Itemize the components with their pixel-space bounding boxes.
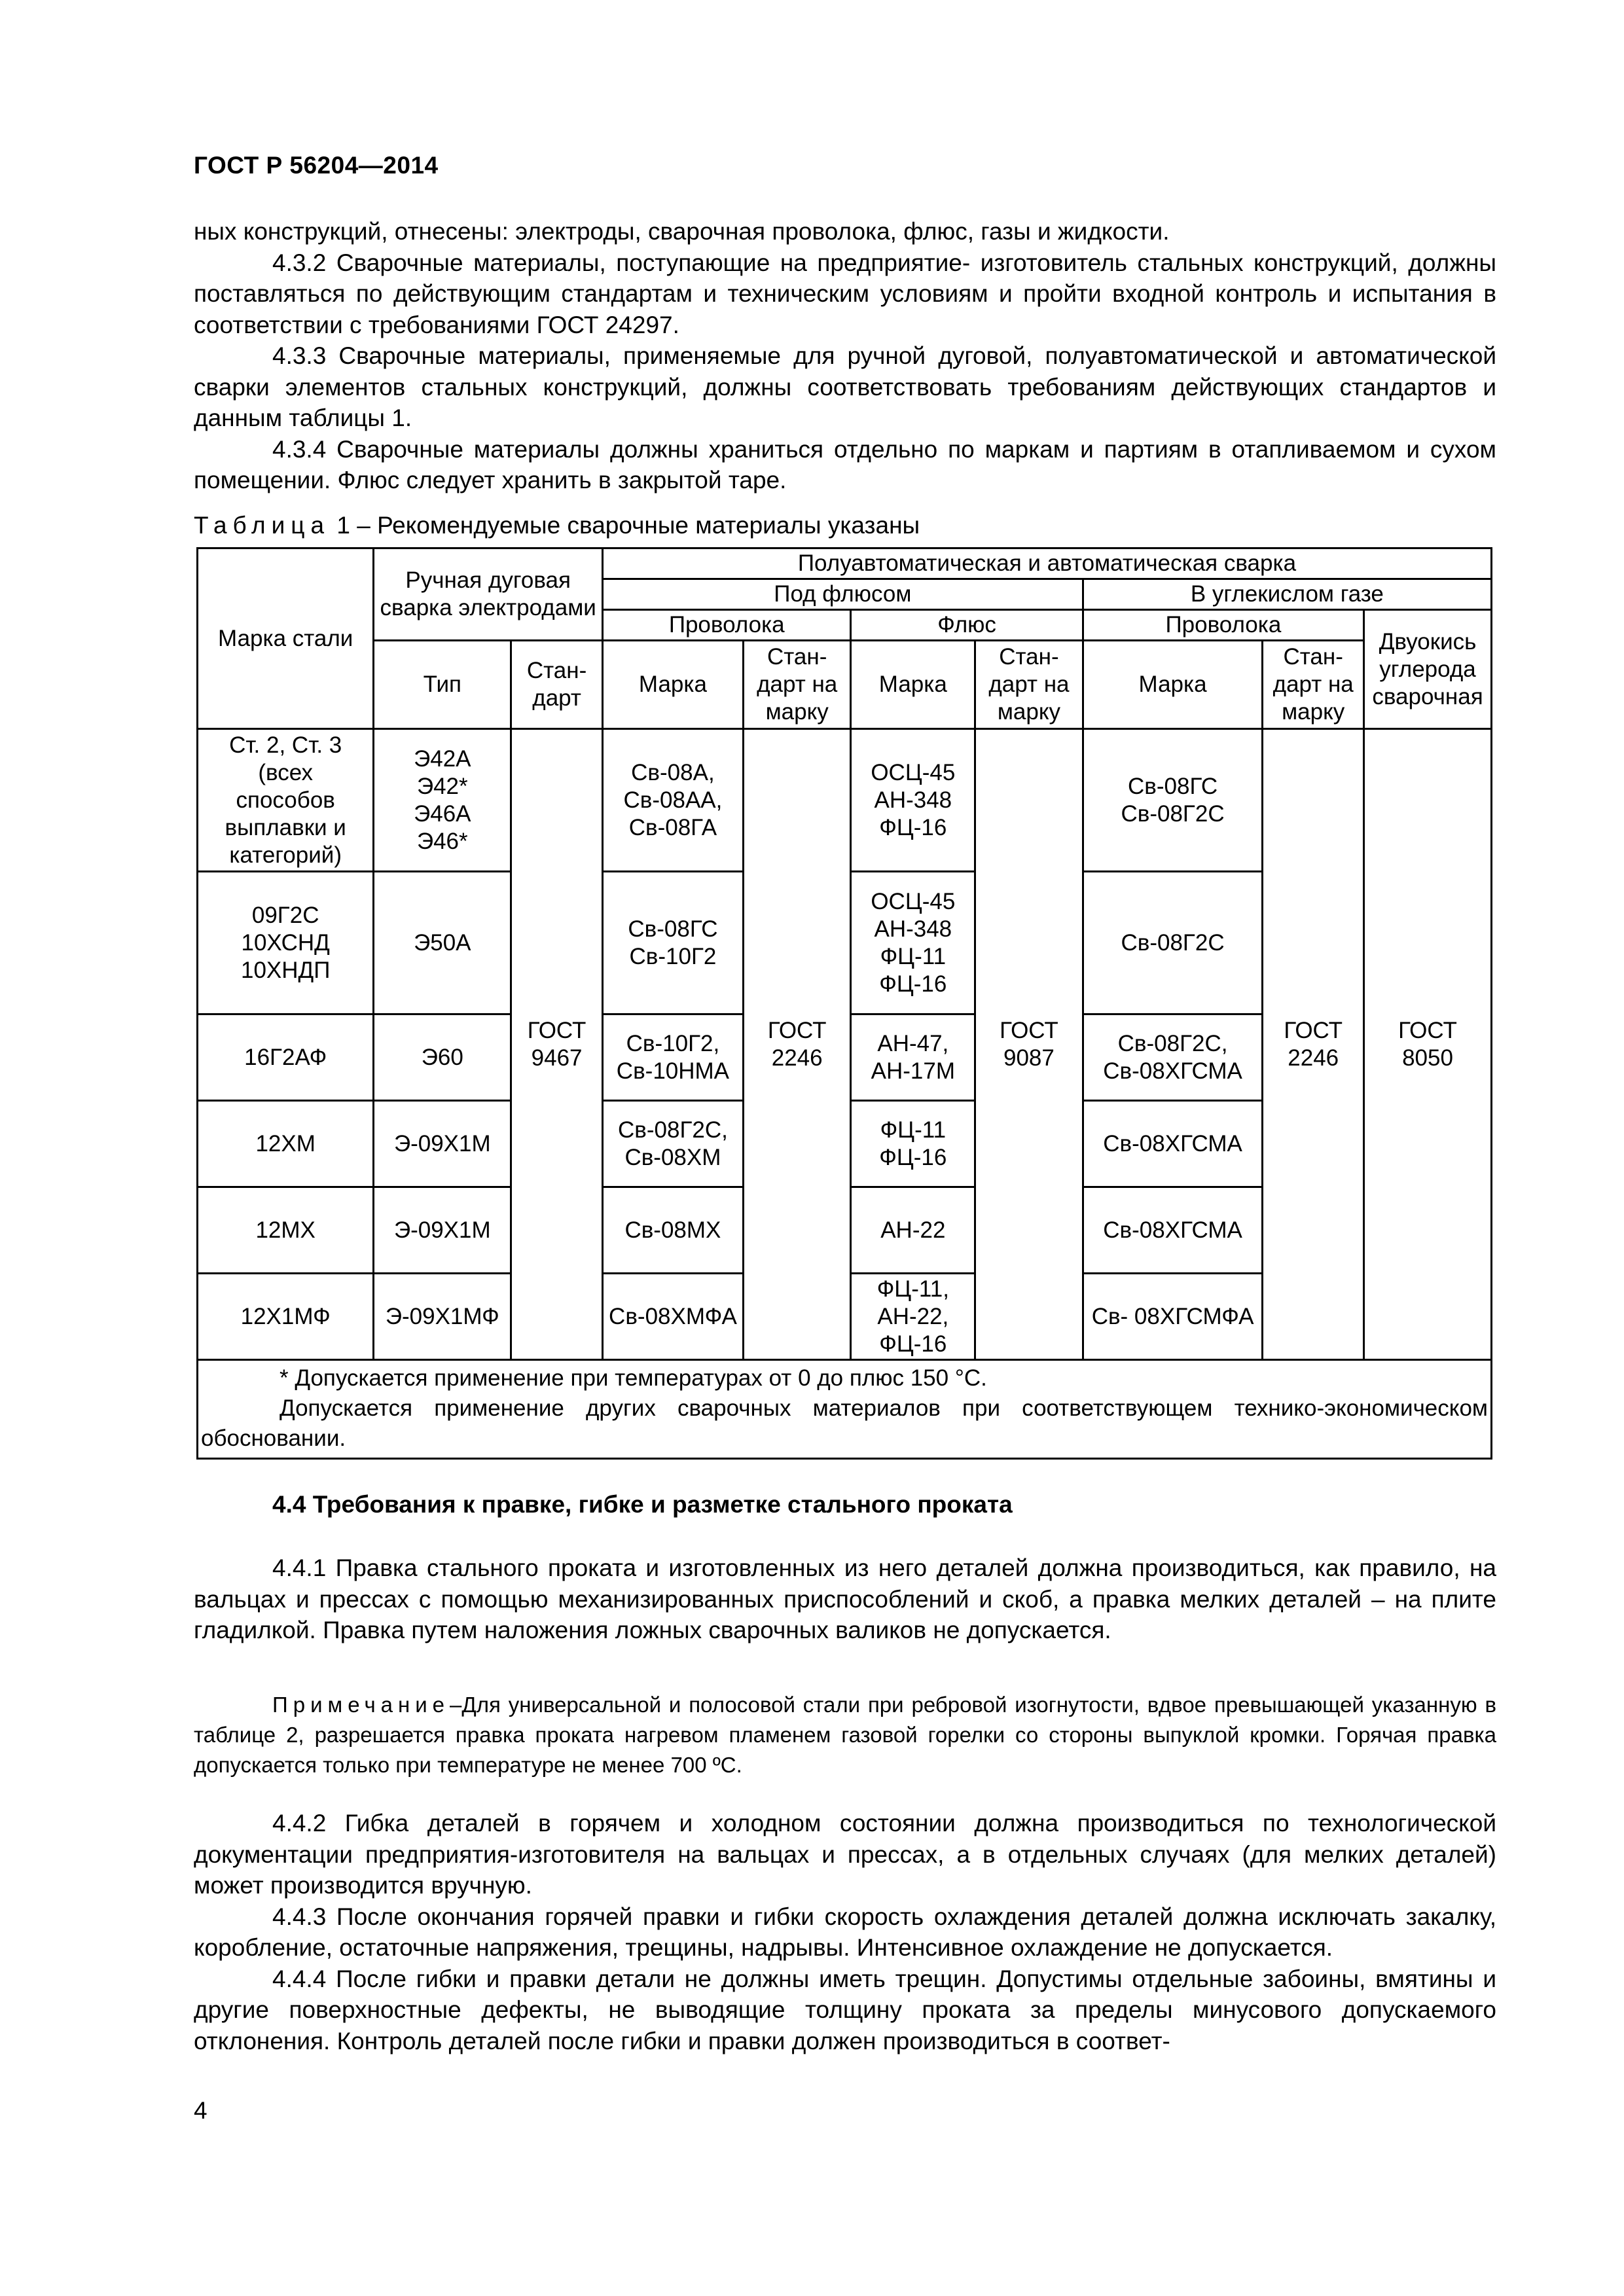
paragraph: 4.3.2 Сварочные материалы, поступающие на предприятие- изготовитель стальных конструкций, должны поставляться по действующим стандартам и техническим условиям и пройти входной контроль и испытания в соответствии с требованиями ГОСТ 24297. — [194, 249, 1496, 338]
cell-steel: 12ХМ — [198, 1101, 374, 1187]
header-co2-gas: Двуокись углерода сварочная — [1364, 610, 1492, 729]
cell-steel: 09Г2С 10ХСНД 10ХНДП — [198, 872, 374, 1014]
paragraph: 4.4.3 После окончания горячей правки и гибки скорость охлаждения деталей должна исключать закалку, коробление, остаточные напряжения, трещины, надрывы. Интенсивное охлаждение не допускается. — [194, 1903, 1496, 1961]
header-flux-std: Стан-дарт на марку — [975, 641, 1083, 729]
header-wire-co2: Проволока — [1083, 610, 1363, 641]
cell-flux: АН-22 — [851, 1187, 975, 1274]
cell-flux: АН-47, АН-17М — [851, 1014, 975, 1101]
cell-flux: ОСЦ-45 АН-348 ФЦ-16 — [851, 729, 975, 872]
cell-electrode: Э50А — [374, 872, 511, 1014]
cell-flux: ОСЦ-45 АН-348 ФЦ-11 ФЦ-16 — [851, 872, 975, 1014]
cell-wire-std: ГОСТ 2246 — [743, 729, 851, 1360]
paragraph: ных конструкций, отнесены: электроды, сварочная проволока, флюс, газы и жидкости. — [194, 218, 1170, 245]
paragraph: 4.3.3 Сварочные материалы, применяемые для ручной дуговой, полуавтоматической и автоматической сварки элементов стальных конструкций, должны соответствовать требованиям действующих стандартов и данным таблицы 1. — [194, 342, 1496, 431]
header-under-flux: Под флюсом — [602, 579, 1083, 610]
table-footnote-row — [198, 1360, 1492, 1459]
header-steel-grade: Марка стали — [198, 548, 374, 729]
cell-wire: Св-08А, Св-08АА, Св-08ГА — [602, 729, 743, 872]
header-flux: Флюс — [851, 610, 1083, 641]
cell-co2-wire: Св- 08ХГСМФА — [1083, 1274, 1263, 1360]
cell-flux: ФЦ-11, АН-22, ФЦ-16 — [851, 1274, 975, 1360]
cell-steel: Ст. 2, Ст. 3 (всех способов выплавки и категорий) — [198, 729, 374, 872]
section-paragraphs — [194, 1808, 1496, 2056]
document-header: ГОСТ Р 56204—2014 — [194, 152, 439, 179]
cell-electrode: Э60 — [374, 1014, 511, 1101]
cell-electrode: Э-09Х1МФ — [374, 1274, 511, 1360]
cell-wire: Св-10Г2, Св-10НМА — [602, 1014, 743, 1101]
cell-co2-wire: Св-08Г2С, Св-08ХГСМА — [1083, 1014, 1263, 1101]
cell-wire: Св-08Г2С, Св-08ХМ — [602, 1101, 743, 1187]
header-wire: Проволока — [602, 610, 851, 641]
header-wire-std: Стан-дарт на марку — [743, 641, 851, 729]
paragraph: 4.4.1 Правка стального проката и изготовленных из него деталей должна производиться, как правило, на вальцах и прессах с помощью механизированных приспособлений и скоб, а правка мелких деталей – на плите гладилкой. Правка путем наложения ложных сварочных валиков не допускается. — [194, 1554, 1496, 1643]
paragraph: 4.4.4 После гибки и правки детали не должны иметь трещин. Допустимы отдельные забоины, вмятины и другие поверхностные дефекты, не выводящие толщину проката за пределы минусового допускаемого отклонения. Контроль деталей после гибки и правки должен производиться в соответ- — [194, 1965, 1496, 2054]
header-flux-grade: Марка — [851, 641, 975, 729]
cell-steel: 16Г2АФ — [198, 1014, 374, 1101]
cell-wire: Св-08ХМФА — [602, 1274, 743, 1360]
cell-co2-wire: Св-08ХГСМА — [1083, 1101, 1263, 1187]
header-co2-wire-std: Стан-дарт на марку — [1263, 641, 1364, 729]
table-caption-text: 1 – Рекомендуемые сварочные материалы указаны — [330, 512, 920, 539]
cell-electrode-std: ГОСТ 9467 — [511, 729, 603, 1360]
cell-electrode: Э42А Э42* Э46А Э46* — [374, 729, 511, 872]
cell-co2-wire: Св-08ГС Св-08Г2С — [1083, 729, 1263, 872]
cell-co2-wire-std: ГОСТ 2246 — [1263, 729, 1364, 1360]
header-manual-arc: Ручная дуговая сварка электродами — [374, 548, 603, 641]
cell-steel: 12МХ — [198, 1187, 374, 1274]
note-label: Примечание — [272, 1693, 450, 1717]
section-title: 4.4 Требования к правке, гибке и разметке стального проката — [272, 1491, 1013, 1518]
cell-wire: Св-08ГС Св-10Г2 — [602, 872, 743, 1014]
cell-co2-wire: Св-08ХГСМА — [1083, 1187, 1263, 1274]
cell-co2-wire: Св-08Г2С — [1083, 872, 1263, 1014]
table-caption-label: Таблица — [194, 512, 331, 539]
header-type: Тип — [374, 641, 511, 729]
table-footnote — [198, 1360, 1492, 1459]
table-row — [198, 729, 1492, 872]
note-block — [194, 1690, 1496, 1780]
cell-steel: 12Х1МФ — [198, 1274, 374, 1360]
header-wire-grade: Марка — [602, 641, 743, 729]
welding-materials-table — [196, 547, 1492, 1460]
cell-electrode: Э-09Х1М — [374, 1101, 511, 1187]
header-semi-auto: Полуавтоматическая и автоматическая сварка — [602, 548, 1491, 579]
cell-flux: ФЦ-11 ФЦ-16 — [851, 1101, 975, 1187]
page-number: 4 — [194, 2097, 208, 2124]
footnote-1: * Допускается применение при температурах от 0 до плюс 150 °С. — [280, 1365, 987, 1391]
section-paragraph-1 — [194, 1552, 1496, 1646]
paragraph: 4.3.4 Сварочные материалы должны храниться отдельно по маркам и партиям в отапливаемом и сухом помещении. Флюс следует хранить в закрытой таре. — [194, 435, 1496, 493]
cell-wire: Св-08МХ — [602, 1187, 743, 1274]
cell-co2-std: ГОСТ 8050 — [1364, 729, 1492, 1360]
header-standard: Стан-дарт — [511, 641, 603, 729]
cell-electrode: Э-09Х1М — [374, 1187, 511, 1274]
header-co2-wire-grade: Марка — [1083, 641, 1263, 729]
intro-text — [194, 216, 1496, 496]
note-text: –Для универсальной и полосовой стали при ребровой изогнутости, вдвое превышающей указанную в таблице 2, разрешается правка проката нагревом пламенем газовой горелки со стороны выпуклой кромки. Горячая правка допускается только при температуре не менее 700 ºС. — [194, 1693, 1496, 1777]
paragraph: 4.4.2 Гибка деталей в горячем и холодном состоянии должна производиться по технологической документации предприятия-изготовителя на вальцах и прессах, а в отдельных случаях (для мелких деталей) может производится вручную. — [194, 1810, 1496, 1899]
cell-flux-std: ГОСТ 9087 — [975, 729, 1083, 1360]
footnote-2: Допускается применение других сварочных материалов при соответствующем технико-экономическом обосновании. — [201, 1395, 1488, 1451]
header-co2: В углекислом газе — [1083, 579, 1491, 610]
table-caption — [194, 512, 920, 539]
